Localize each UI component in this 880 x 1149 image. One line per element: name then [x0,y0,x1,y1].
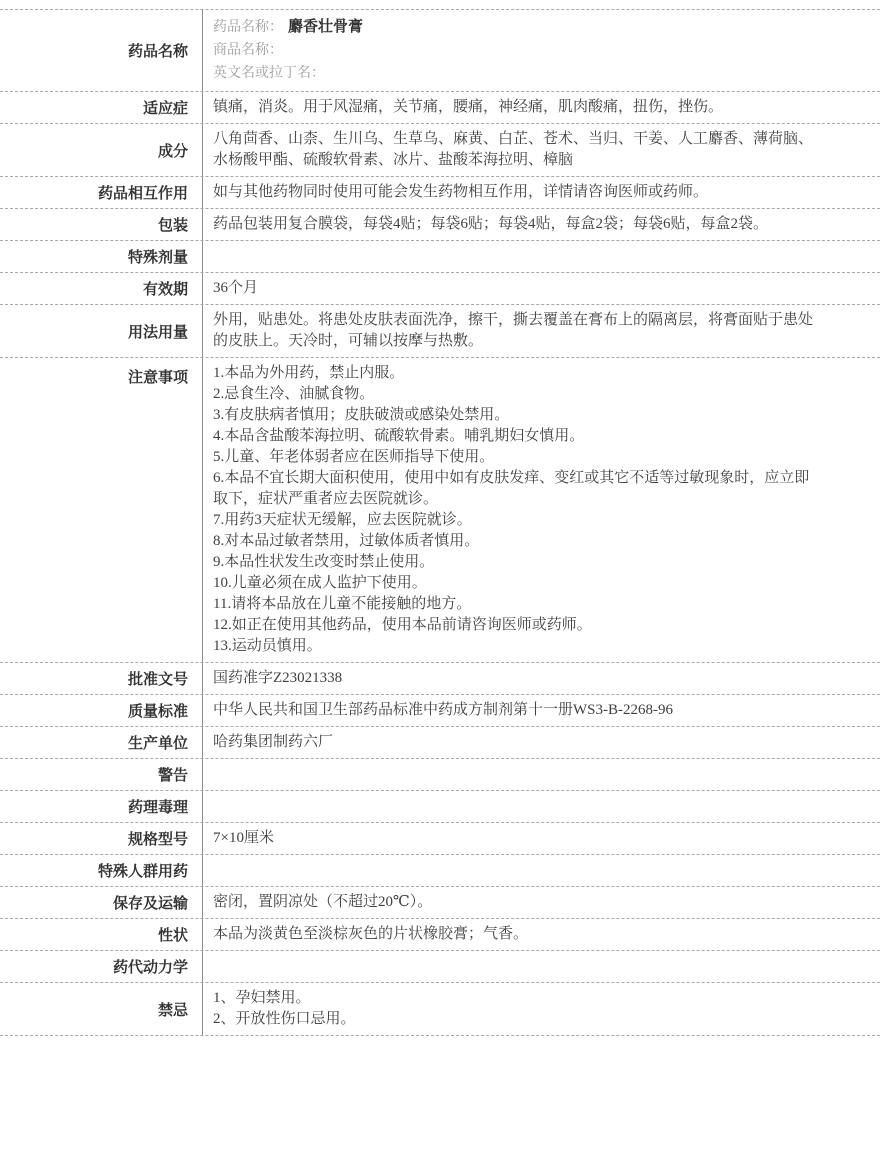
field-label-ingredients: 成分 [0,124,203,176]
drug-name-key: 药品名称： [213,20,283,35]
precaution-item: 10.儿童必须在成人监护下使用。 [213,575,427,591]
field-value-shelf-life: 36个月 [213,280,259,296]
field-label-approval-number: 批准文号 [0,663,203,694]
field-label-drug-interactions: 药品相互作用 [0,177,203,208]
row-precautions [0,358,880,663]
field-label-appearance: 性状 [0,919,203,950]
precaution-item: 3.有皮肤病者慎用；皮肤破溃或感染处禁用。 [213,407,510,423]
field-value-storage-transport: 密闭，置阴凉处（不超过20℃）。 [213,894,433,910]
field-value-specification: 7×10厘米 [213,830,274,846]
field-label-drug-name: 药品名称 [0,10,203,91]
precaution-item: 6.本品不宜长期大面积使用，使用中如有皮肤发痒、变红或其它不适等过敏现象时，应立即取下，症状严重者应去医院就诊。 [213,470,810,507]
field-label-special-populations: 特殊人群用药 [0,855,203,886]
row-special-dosage [0,241,880,273]
field-label-pharmacokinetics: 药代动力学 [0,951,203,982]
precaution-item: 8.对本品过敏者禁用，过敏体质者慎用。 [213,533,480,549]
row-specification [0,823,880,855]
field-value-packaging: 药品包装用复合膜袋，每袋4贴；每袋6贴；每袋4贴，每盒2袋；每袋6贴，每盒2袋。 [213,216,769,232]
row-dosage-administration [0,305,880,358]
row-quality-standard [0,695,880,727]
row-packaging [0,209,880,241]
precaution-item: 2.忌食生冷、油腻食物。 [213,386,375,402]
drug-name-value: 麝香壮骨膏 [288,19,364,35]
row-approval-number [0,663,880,695]
field-label-storage-transport: 保存及运输 [0,887,203,918]
drug-name-line [213,16,853,39]
field-label-pharmacology-toxicology: 药理毒理 [0,791,203,822]
precaution-item: 5.儿童、年老体弱者应在医师指导下使用。 [213,449,495,465]
precaution-item: 13.运动员慎用。 [213,638,322,654]
field-value-quality-standard: 中华人民共和国卫生部药品标准中药成方制剂第十一册WS3-B-2268-96 [213,702,673,718]
contraindication-item: 2、开放性伤口忌用。 [213,1011,356,1027]
field-label-shelf-life: 有效期 [0,273,203,304]
field-label-dosage-administration: 用法用量 [0,305,203,357]
contraindication-item: 1、孕妇禁用。 [213,990,311,1006]
row-storage-transport [0,887,880,919]
field-value-manufacturer: 哈药集团制药六厂 [213,734,334,750]
row-contraindications [0,983,880,1036]
row-pharmacology-toxicology [0,791,880,823]
field-label-manufacturer: 生产单位 [0,727,203,758]
field-value-ingredients: 八角茴香、山柰、生川乌、生草乌、麻黄、白芷、苍术、当归、干姜、人工麝香、薄荷脑、水杨酸甲酯、硫酸软骨素、冰片、盐酸苯海拉明、樟脑 [213,131,814,168]
field-label-warnings: 警告 [0,759,203,790]
field-label-packaging: 包装 [0,209,203,240]
field-label-precautions: 注意事项 [0,358,203,662]
field-label-quality-standard: 质量标准 [0,695,203,726]
drug-info-table [0,9,880,1036]
field-label-contraindications: 禁忌 [0,983,203,1035]
row-warnings [0,759,880,791]
row-indications [0,92,880,124]
precaution-item: 1.本品为外用药，禁止内服。 [213,365,405,381]
trade-name-key: 商品名称： [213,43,283,58]
precaution-item: 4.本品含盐酸苯海拉明、硫酸软骨素。哺乳期妇女慎用。 [213,428,585,444]
field-label-special-dosage: 特殊剂量 [0,241,203,272]
precaution-item: 11.请将本品放在儿童不能接触的地方。 [213,596,472,612]
row-manufacturer [0,727,880,759]
row-drug-interactions [0,177,880,209]
field-value-dosage-administration: 外用，贴患处。将患处皮肤表面洗净，擦干，撕去覆盖在膏布上的隔离层，将膏面贴于患处的皮肤上。天冷时，可辅以按摩与热敷。 [213,312,814,349]
precaution-item: 9.本品性状发生改变时禁止使用。 [213,554,435,570]
row-drug-name [0,10,880,92]
row-appearance [0,919,880,951]
field-value-indications: 镇痛，消炎。用于风湿痛，关节痛，腰痛，神经痛，肌肉酸痛，扭伤，挫伤。 [213,99,724,115]
row-pharmacokinetics [0,951,880,983]
trade-name-line [213,39,853,62]
precaution-item: 7.用药3天症状无缓解，应去医院就诊。 [213,512,472,528]
field-value-approval-number: 国药准字Z23021338 [213,670,343,686]
latin-name-line [213,62,853,85]
field-label-indications: 适应症 [0,92,203,123]
field-value-appearance: 本品为淡黄色至淡棕灰色的片状橡胶膏；气香。 [213,926,529,942]
precaution-item: 12.如正在使用其他药品，使用本品前请咨询医师或药师。 [213,617,592,633]
row-shelf-life [0,273,880,305]
row-special-populations [0,855,880,887]
row-ingredients [0,124,880,177]
latin-name-key: 英文名或拉丁名： [213,66,325,81]
field-label-specification: 规格型号 [0,823,203,854]
field-value-drug-interactions: 如与其他药物同时使用可能会发生药物相互作用，详情请咨询医师或药师。 [213,184,709,200]
